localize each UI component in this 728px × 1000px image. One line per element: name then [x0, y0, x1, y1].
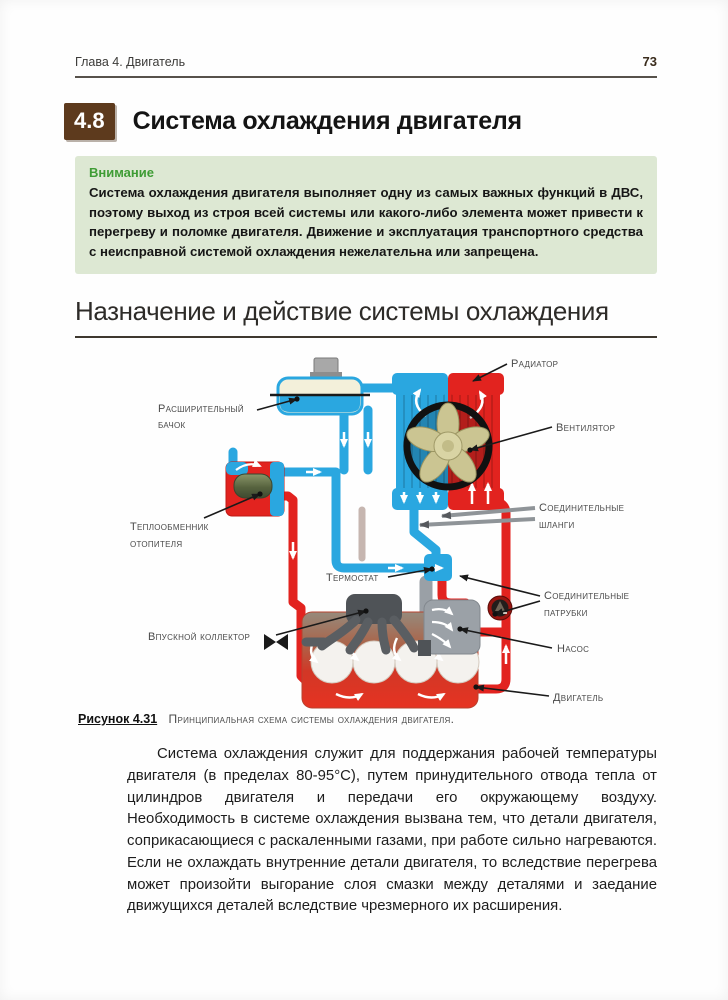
warning-title: Внимание: [89, 165, 154, 180]
expansion-tank-graphic: [270, 358, 370, 414]
body-paragraph: Система охлаждения служит для поддержания рабочей температуры двигателя (в пределах 80-95°С), путем принудительного отвода тепла от цилиндров двигателя и передачи его окружающему воздуху. Необходимость в системе охлаждения вызвана тем, что детали двигателя, соприкасающиеся с раскаленными газами, при работе сильно нагреваются. Если не охлаждать внутренние детали двигателя, то вследствие перегрева может произойти выгорание слоя смазки между деталями и заедание движущихся деталей вследствие чрезмерного их расширения.: [127, 746, 657, 915]
section-number-badge: 4.8: [64, 103, 115, 140]
hose-leaders: [420, 508, 535, 525]
label-pipes: Соединительные патрубки: [544, 590, 630, 619]
label-intake-manifold: Впускной коллектор: [148, 631, 251, 643]
label-pump: Насос: [557, 643, 590, 655]
subsection-heading: Назначение и действие системы охлаждения: [75, 296, 609, 326]
label-thermostat: Термостат: [326, 572, 379, 584]
warning-text: Система охлаждения двигателя выполняет одну из самых важных функций в ДВС, поэтому выход из строя всей системы или какого-либо элемента может привести к перегреву и поломке двигателя. Движение и эксплуатация транспортного средства с неисправной системой охлаждения нежелательна или запрещена.: [89, 185, 643, 259]
section-title: Система охлаждения двигателя: [132, 107, 522, 135]
label-expansion-tank: Расширительный бачок: [158, 403, 244, 431]
label-hoses: Соединительные шланги: [539, 502, 625, 531]
pump-graphic: [418, 600, 480, 656]
section-title-row: [64, 103, 522, 140]
subsection-heading-wrap: [75, 296, 657, 338]
page-number: 73: [642, 54, 657, 69]
fan-graphic: [404, 403, 493, 487]
running-header: [75, 54, 657, 78]
figure-caption-label: Рисунок 4.31: [78, 712, 158, 726]
label-engine: Двигатель: [553, 692, 604, 704]
label-heater-core: Теплообменник отопителя: [130, 521, 209, 550]
chapter-title: Глава 4. Двигатель: [75, 55, 186, 69]
thermostat-graphic: [424, 554, 452, 581]
figure-caption-text: Принципиальная схема системы охлаждения двигателя.: [168, 712, 455, 726]
figure-caption: [78, 712, 638, 726]
throttle-valve-icon: [264, 634, 288, 650]
label-radiator: Радиатор: [511, 358, 559, 370]
emblem-icon: [488, 596, 512, 620]
radiator-graphic: [392, 373, 504, 510]
heater-core-graphic: [226, 462, 284, 516]
cooling-system-diagram: [74, 350, 656, 716]
label-fan: Вентилятор: [556, 422, 616, 434]
warning-box: [75, 156, 657, 274]
